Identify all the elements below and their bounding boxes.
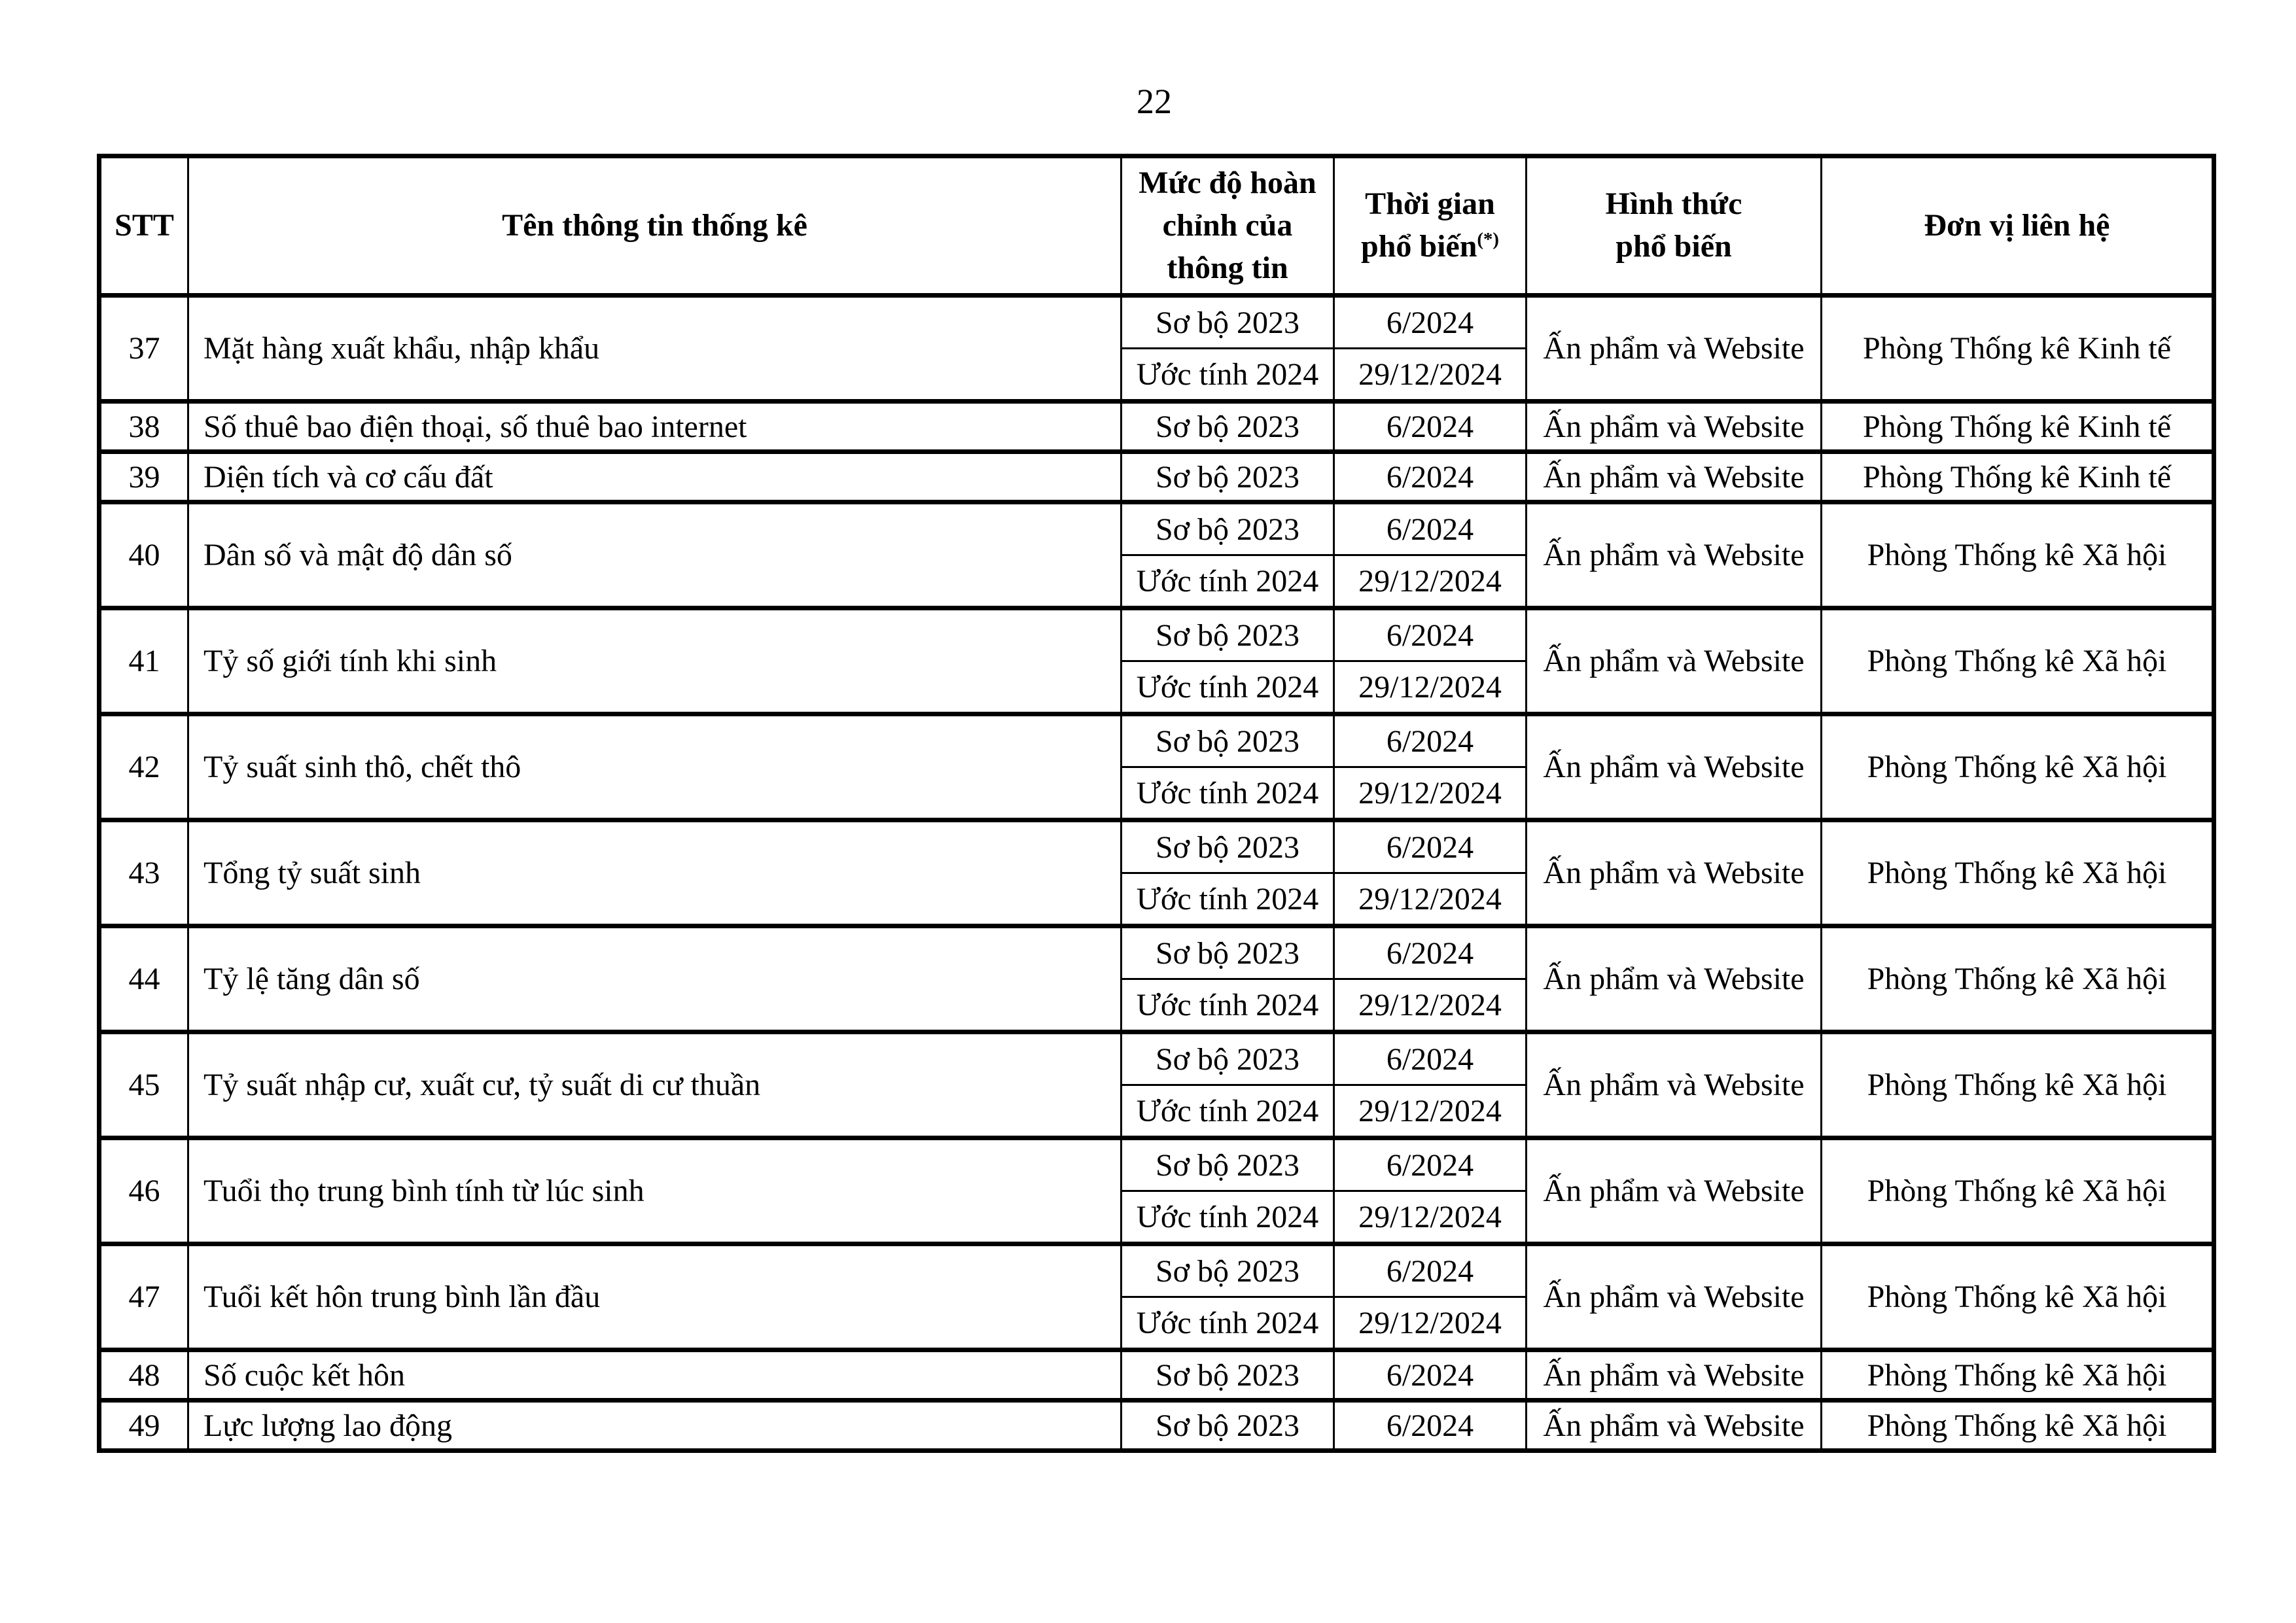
indicator-name: Tỷ suất sinh thô, chết thô bbox=[188, 714, 1122, 820]
contact-unit-value: Phòng Thống kê Kinh tế bbox=[1822, 452, 2214, 502]
dissemination-time-value: 6/2024 bbox=[1334, 608, 1527, 661]
row-number: 43 bbox=[99, 820, 188, 926]
dissemination-time-value: 29/12/2024 bbox=[1334, 1297, 1527, 1350]
header-time-line2-text: phổ biến bbox=[1361, 229, 1477, 264]
row-number: 41 bbox=[99, 608, 188, 714]
completeness-value: Sơ bộ 2023 bbox=[1122, 1244, 1334, 1297]
contact-unit-value: Phòng Thống kê Xã hội bbox=[1822, 1401, 2214, 1451]
header-completeness-line1: Mức độ hoàn bbox=[1139, 166, 1316, 200]
completeness-value: Ước tính 2024 bbox=[1122, 1191, 1334, 1244]
completeness-value: Sơ bộ 2023 bbox=[1122, 1350, 1334, 1401]
table-row bbox=[99, 296, 2214, 349]
header-time-line1: Thời gian bbox=[1365, 186, 1495, 222]
dissemination-time-value: 29/12/2024 bbox=[1334, 349, 1527, 402]
table-row bbox=[99, 1138, 2214, 1191]
dissemination-time-value: 29/12/2024 bbox=[1334, 979, 1527, 1032]
table-row bbox=[99, 714, 2214, 767]
dissemination-form-value: Ấn phẩm và Website bbox=[1527, 608, 1822, 714]
page-number: 22 bbox=[1137, 82, 1172, 121]
completeness-value: Ước tính 2024 bbox=[1122, 555, 1334, 608]
indicator-name: Tỷ số giới tính khi sinh bbox=[188, 608, 1122, 714]
indicator-name: Mặt hàng xuất khẩu, nhập khẩu bbox=[188, 296, 1122, 402]
indicator-name: Tuổi kết hôn trung bình lần đầu bbox=[188, 1244, 1122, 1350]
header-indicator-name: Tên thông tin thống kê bbox=[188, 156, 1122, 296]
table-row bbox=[99, 502, 2214, 555]
contact-unit-value: Phòng Thống kê Xã hội bbox=[1822, 1138, 2214, 1244]
indicator-name: Tỷ lệ tăng dân số bbox=[188, 926, 1122, 1032]
contact-unit-value: Phòng Thống kê Xã hội bbox=[1822, 714, 2214, 820]
dissemination-time-value: 6/2024 bbox=[1334, 926, 1527, 979]
contact-unit-value: Phòng Thống kê Xã hội bbox=[1822, 608, 2214, 714]
completeness-value: Sơ bộ 2023 bbox=[1122, 296, 1334, 349]
completeness-value: Sơ bộ 2023 bbox=[1122, 714, 1334, 767]
dissemination-form-value: Ấn phẩm và Website bbox=[1527, 820, 1822, 926]
indicator-name: Tuổi thọ trung bình tính từ lúc sinh bbox=[188, 1138, 1122, 1244]
completeness-value: Sơ bộ 2023 bbox=[1122, 1401, 1334, 1451]
header-dissemination-form bbox=[1527, 156, 1822, 296]
dissemination-time-value: 29/12/2024 bbox=[1334, 1085, 1527, 1138]
table-row bbox=[99, 1401, 2214, 1451]
indicator-name: Số thuê bao điện thoại, số thuê bao internet bbox=[188, 402, 1122, 452]
completeness-value: Sơ bộ 2023 bbox=[1122, 820, 1334, 873]
header-contact-unit: Đơn vị liên hệ bbox=[1822, 156, 2214, 296]
row-number: 46 bbox=[99, 1138, 188, 1244]
completeness-value: Ước tính 2024 bbox=[1122, 767, 1334, 820]
table-row bbox=[99, 1244, 2214, 1297]
dissemination-time-value: 29/12/2024 bbox=[1334, 873, 1527, 926]
row-number: 45 bbox=[99, 1032, 188, 1138]
contact-unit-value: Phòng Thống kê Xã hội bbox=[1822, 1350, 2214, 1401]
dissemination-form-value: Ấn phẩm và Website bbox=[1527, 502, 1822, 608]
dissemination-form-value: Ấn phẩm và Website bbox=[1527, 1350, 1822, 1401]
completeness-value: Ước tính 2024 bbox=[1122, 873, 1334, 926]
table-row bbox=[99, 1350, 2214, 1401]
header-stt: STT bbox=[99, 156, 188, 296]
row-number: 47 bbox=[99, 1244, 188, 1350]
dissemination-time-value: 29/12/2024 bbox=[1334, 555, 1527, 608]
dissemination-form-value: Ấn phẩm và Website bbox=[1527, 1244, 1822, 1350]
dissemination-time-value: 6/2024 bbox=[1334, 296, 1527, 349]
dissemination-form-value: Ấn phẩm và Website bbox=[1527, 296, 1822, 402]
row-number: 44 bbox=[99, 926, 188, 1032]
completeness-value: Sơ bộ 2023 bbox=[1122, 926, 1334, 979]
dissemination-form-value: Ấn phẩm và Website bbox=[1527, 452, 1822, 502]
header-form-line2: phổ biến bbox=[1616, 229, 1732, 264]
contact-unit-value: Phòng Thống kê Xã hội bbox=[1822, 502, 2214, 608]
completeness-value: Sơ bộ 2023 bbox=[1122, 452, 1334, 502]
dissemination-time-value: 6/2024 bbox=[1334, 402, 1527, 452]
indicator-name: Tỷ suất nhập cư, xuất cư, tỷ suất di cư thuần bbox=[188, 1032, 1122, 1138]
dissemination-time-value: 6/2024 bbox=[1334, 1350, 1527, 1401]
row-number: 39 bbox=[99, 452, 188, 502]
completeness-value: Sơ bộ 2023 bbox=[1122, 1138, 1334, 1191]
dissemination-time-value: 29/12/2024 bbox=[1334, 767, 1527, 820]
completeness-value: Ước tính 2024 bbox=[1122, 979, 1334, 1032]
completeness-value: Ước tính 2024 bbox=[1122, 349, 1334, 402]
table-row bbox=[99, 820, 2214, 873]
table-row bbox=[99, 402, 2214, 452]
row-number: 48 bbox=[99, 1350, 188, 1401]
completeness-value: Ước tính 2024 bbox=[1122, 1297, 1334, 1350]
contact-unit-value: Phòng Thống kê Xã hội bbox=[1822, 820, 2214, 926]
dissemination-time-value: 6/2024 bbox=[1334, 1032, 1527, 1085]
header-completeness bbox=[1122, 156, 1334, 296]
statistics-dissemination-table bbox=[97, 154, 2216, 1453]
completeness-value: Sơ bộ 2023 bbox=[1122, 402, 1334, 452]
header-time-line2 bbox=[1340, 226, 1520, 268]
table-row bbox=[99, 926, 2214, 979]
header-form-line1: Hình thức bbox=[1605, 186, 1742, 222]
dissemination-time-value: 29/12/2024 bbox=[1334, 1191, 1527, 1244]
indicator-name: Dân số và mật độ dân số bbox=[188, 502, 1122, 608]
row-number: 42 bbox=[99, 714, 188, 820]
contact-unit-value: Phòng Thống kê Kinh tế bbox=[1822, 402, 2214, 452]
contact-unit-value: Phòng Thống kê Kinh tế bbox=[1822, 296, 2214, 402]
table-row bbox=[99, 608, 2214, 661]
contact-unit-value: Phòng Thống kê Xã hội bbox=[1822, 1032, 2214, 1138]
header-completeness-line3: thông tin bbox=[1167, 250, 1288, 285]
indicator-name: Diện tích và cơ cấu đất bbox=[188, 452, 1122, 502]
dissemination-form-value: Ấn phẩm và Website bbox=[1527, 402, 1822, 452]
dissemination-form-value: Ấn phẩm và Website bbox=[1527, 926, 1822, 1032]
dissemination-form-value: Ấn phẩm và Website bbox=[1527, 714, 1822, 820]
header-dissemination-time bbox=[1334, 156, 1527, 296]
completeness-value: Ước tính 2024 bbox=[1122, 1085, 1334, 1138]
dissemination-time-value: 6/2024 bbox=[1334, 714, 1527, 767]
table-body bbox=[99, 296, 2214, 1451]
contact-unit-value: Phòng Thống kê Xã hội bbox=[1822, 926, 2214, 1032]
table-row bbox=[99, 452, 2214, 502]
footnote-marker: (*) bbox=[1477, 229, 1499, 251]
completeness-value: Sơ bộ 2023 bbox=[1122, 502, 1334, 555]
completeness-value: Ước tính 2024 bbox=[1122, 661, 1334, 714]
dissemination-form-value: Ấn phẩm và Website bbox=[1527, 1032, 1822, 1138]
dissemination-time-value: 6/2024 bbox=[1334, 820, 1527, 873]
indicator-name: Tổng tỷ suất sinh bbox=[188, 820, 1122, 926]
completeness-value: Sơ bộ 2023 bbox=[1122, 1032, 1334, 1085]
completeness-value: Sơ bộ 2023 bbox=[1122, 608, 1334, 661]
contact-unit-value: Phòng Thống kê Xã hội bbox=[1822, 1244, 2214, 1350]
dissemination-time-value: 6/2024 bbox=[1334, 1138, 1527, 1191]
header-completeness-line2: chỉnh của bbox=[1162, 207, 1293, 243]
table-row bbox=[99, 1032, 2214, 1085]
dissemination-form-value: Ấn phẩm và Website bbox=[1527, 1138, 1822, 1244]
dissemination-time-value: 29/12/2024 bbox=[1334, 661, 1527, 714]
dissemination-time-value: 6/2024 bbox=[1334, 1401, 1527, 1451]
row-number: 40 bbox=[99, 502, 188, 608]
dissemination-time-value: 6/2024 bbox=[1334, 502, 1527, 555]
indicator-name: Số cuộc kết hôn bbox=[188, 1350, 1122, 1401]
dissemination-form-value: Ấn phẩm và Website bbox=[1527, 1401, 1822, 1451]
dissemination-time-value: 6/2024 bbox=[1334, 1244, 1527, 1297]
dissemination-time-value: 6/2024 bbox=[1334, 452, 1527, 502]
row-number: 49 bbox=[99, 1401, 188, 1451]
row-number: 37 bbox=[99, 296, 188, 402]
header-row bbox=[99, 156, 2214, 296]
row-number: 38 bbox=[99, 402, 188, 452]
indicator-name: Lực lượng lao động bbox=[188, 1401, 1122, 1451]
